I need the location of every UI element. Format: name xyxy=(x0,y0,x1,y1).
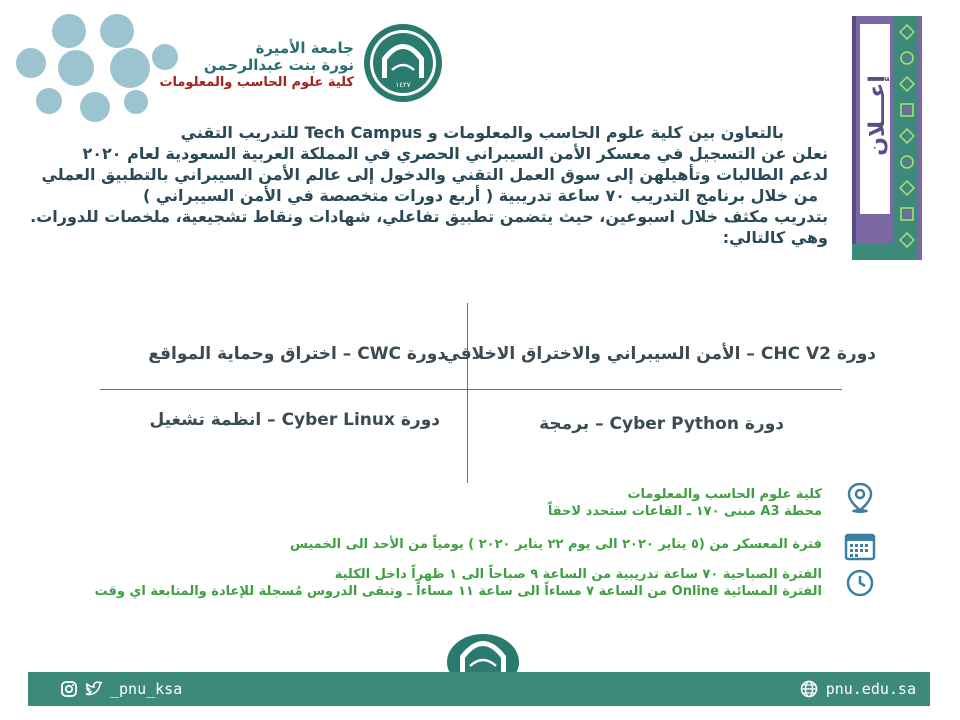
intro-line: لدعم الطالبات وتأهيلهن إلى سوق العمل التقني والدخول إلى عالم الأمن السيبراني بالتطبيق العملي xyxy=(41,165,828,184)
instagram-icon[interactable] xyxy=(60,680,78,698)
logo-line-1: جامعة الأميرة xyxy=(255,39,354,57)
location-line-1: كلية علوم الحاسب والمعلومات xyxy=(627,487,822,502)
banner-stripe xyxy=(918,16,922,260)
time-info xyxy=(95,566,822,600)
logo-line-2: نورة بنت عبدالرحمن xyxy=(203,56,354,74)
website-url[interactable]: pnu.edu.sa xyxy=(825,680,916,698)
social-handle[interactable]: _pnu_ksa xyxy=(110,680,183,698)
social-links xyxy=(60,680,182,698)
grid-horizontal-divider xyxy=(100,389,842,390)
location-info xyxy=(548,486,822,520)
location-line-2: محطة A3 مبنى ١٧٠ ـ القاعات ستحدد لاحقاً xyxy=(547,504,822,519)
announcement-title: إعـــلان xyxy=(864,74,890,156)
website-link[interactable] xyxy=(800,680,916,698)
time-line-1: الفترة الصباحية ٧٠ ساعة تدريبية من الساعة ٩ صباحاً الى ١ ظهراً داخل الكلية xyxy=(334,567,822,582)
intro-line: وهي كالتالي: xyxy=(722,228,828,247)
course-cyber-linux: دورة Cyber Linux – انظمة تشغيل xyxy=(149,410,440,430)
twitter-icon[interactable] xyxy=(84,680,104,698)
grid-vertical-divider xyxy=(467,303,468,483)
clock-icon xyxy=(843,566,877,600)
intro-line: بالتعاون بين كلية علوم الحاسب والمعلومات و Tech Campus للتدريب التقني xyxy=(180,123,784,142)
intro-line: من خلال برنامج التدريب ٧٠ ساعة تدريبية ( أربع دورات متخصصة في الأمن السيبراني ) xyxy=(142,186,818,205)
university-emblem-icon xyxy=(362,22,444,104)
intro-paragraph xyxy=(30,122,828,248)
calendar-icon xyxy=(843,529,877,563)
time-line-2: الفترة المسائية Online من الساعة ٧ مساءاً الى ساعة ١١ مساءاً ـ وتبقى الدروس مُسجلة للإعادة والمتابعة اي وقت xyxy=(94,584,822,599)
course-cyber-python: دورة Cyber Python – برمجة xyxy=(539,414,784,434)
intro-line: بتدريب مكثف خلال اسبوعين، حيث يتضمن تطبيق تفاعلي، شهادات ونقاط تشجيعية، ملخصات للدورات. xyxy=(30,207,828,226)
course-cwc: دورة CWC – اختراق وحماية المواقع xyxy=(148,344,446,364)
course-chc-v2: دورة CHC V2 – الأمن السيبراني والاختراق الاخلاقي xyxy=(443,344,876,364)
dates-info: فترة المعسكر من (٥ يناير ٢٠٢٠ الى يوم ٢٢ يناير ٢٠٢٠ ) يومياً من الأحد الى الخميس xyxy=(290,537,822,552)
location-pin-icon xyxy=(843,481,877,515)
intro-line: نعلن عن التسجيل في معسكر الأمن السيبراني الحصري في المملكة العربية السعودية لعام ٢٠٢٠ xyxy=(82,144,828,163)
globe-icon xyxy=(800,680,818,698)
svg-text:١٤٢٧: ١٤٢٧ xyxy=(395,81,411,89)
university-logo-text xyxy=(154,40,354,91)
logo-college: كلية علوم الحاسب والمعلومات xyxy=(159,75,354,90)
